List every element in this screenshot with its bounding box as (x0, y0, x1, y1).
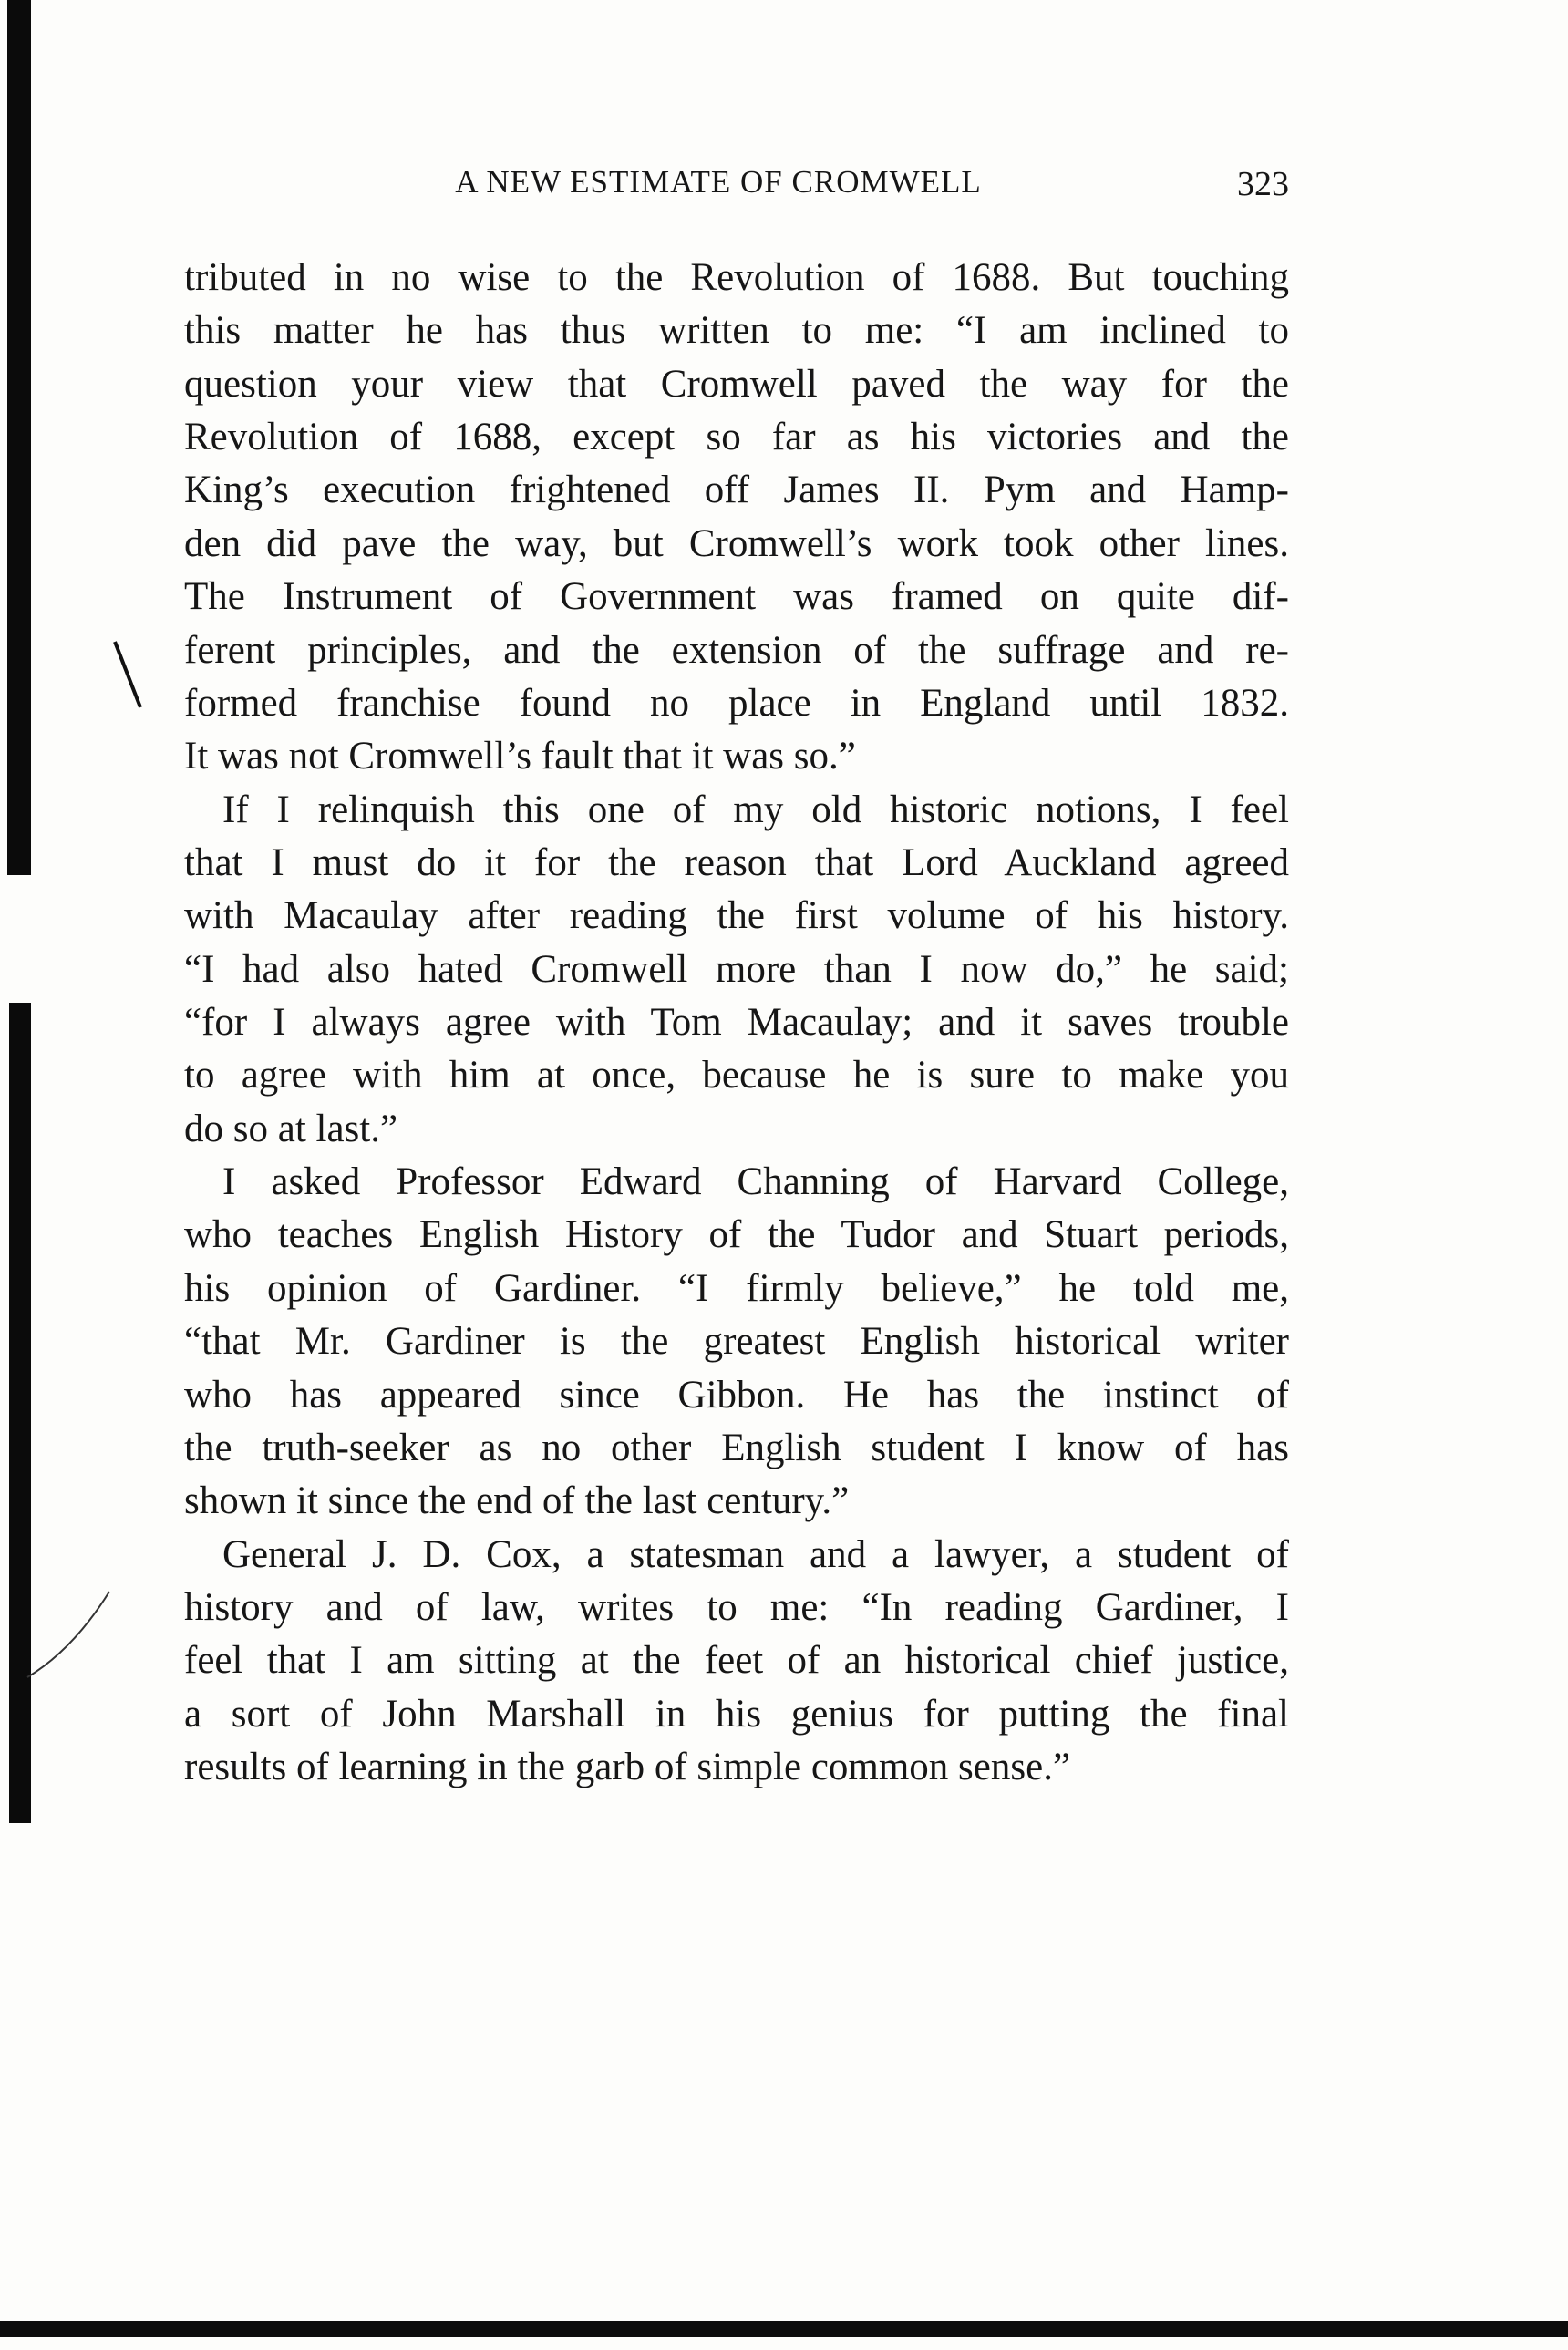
text-line: this matter he has thus written to me: “I am inclined to (184, 309, 1289, 353)
text-line: who has appeared since Gibbon. He has the instinct of (184, 1373, 1289, 1417)
text-line: to agree with him at once, because he is sure to make you (184, 1054, 1289, 1098)
margin-pencil-mark (18, 1586, 119, 1686)
paragraph (184, 1529, 1289, 1795)
paragraph (184, 784, 1289, 1157)
text-line: “for I always agree with Tom Macaulay; and it saves trouble (184, 1001, 1289, 1045)
text-line: history and of law, writes to me: “In reading Gardiner, I (184, 1585, 1289, 1629)
text-line: “I had also hated Cromwell more than I now do,” he said; (184, 947, 1289, 991)
text-line: tributed in no wise to the Revolution of 1688. But touching (184, 256, 1289, 299)
text-line: The Instrument of Government was framed on quite dif- (184, 575, 1289, 619)
body-text (184, 252, 1289, 1794)
page-header (184, 164, 1289, 210)
text-line: a sort of John Marshall in his genius for putting the final (184, 1692, 1289, 1736)
scan-edge (7, 0, 31, 875)
text-line: with Macaulay after reading the first volume of his history. (184, 894, 1289, 938)
scan-edge (9, 1003, 31, 1823)
text-line: King’s execution frightened off James II. Pym and Hamp- (184, 469, 1289, 512)
text-line: feel that I am sitting at the feet of an historical chief justice, (184, 1639, 1289, 1683)
scan-bottom-edge (0, 2321, 1568, 2337)
margin-bracket-mark (109, 638, 146, 711)
page-number: 323 (1237, 165, 1289, 203)
text-line: do so at last.” (184, 1107, 398, 1150)
text-line: that I must do it for the reason that Lord Auckland agreed (184, 840, 1289, 884)
text-line: Revolution of 1688, except so far as his victories and the (184, 416, 1289, 459)
text-line: If I relinquish this one of my old historic notions, I feel (222, 788, 1289, 831)
text-line: shown it since the end of the last century.” (184, 1479, 850, 1523)
text-line: I asked Professor Edward Channing of Harvard College, (222, 1160, 1289, 1204)
running-title: A NEW ESTIMATE OF CROMWELL (455, 164, 982, 200)
text-line: ferent principles, and the extension of the suffrage and re- (184, 628, 1289, 672)
text-line: his opinion of Gardiner. “I firmly believe,” he told me, (184, 1266, 1289, 1310)
text-line: results of learning in the garb of simple common sense.” (184, 1746, 1071, 1789)
paragraph (184, 1156, 1289, 1529)
text-line: den did pave the way, but Cromwell’s work took other lines. (184, 521, 1289, 565)
text-line: General J. D. Cox, a statesman and a lawyer, a student of (222, 1532, 1289, 1576)
text-line: “that Mr. Gardiner is the greatest English historical writer (184, 1320, 1289, 1364)
paragraph (184, 252, 1289, 784)
text-line: formed franchise found no place in England until 1832. (184, 681, 1289, 725)
text-line: who teaches English History of the Tudor and Stuart periods, (184, 1213, 1289, 1257)
text-line: the truth-seeker as no other English student I know of has (184, 1426, 1289, 1469)
text-line: question your view that Cromwell paved the way for the (184, 362, 1289, 406)
text-line: It was not Cromwell’s fault that it was so.” (184, 735, 856, 778)
